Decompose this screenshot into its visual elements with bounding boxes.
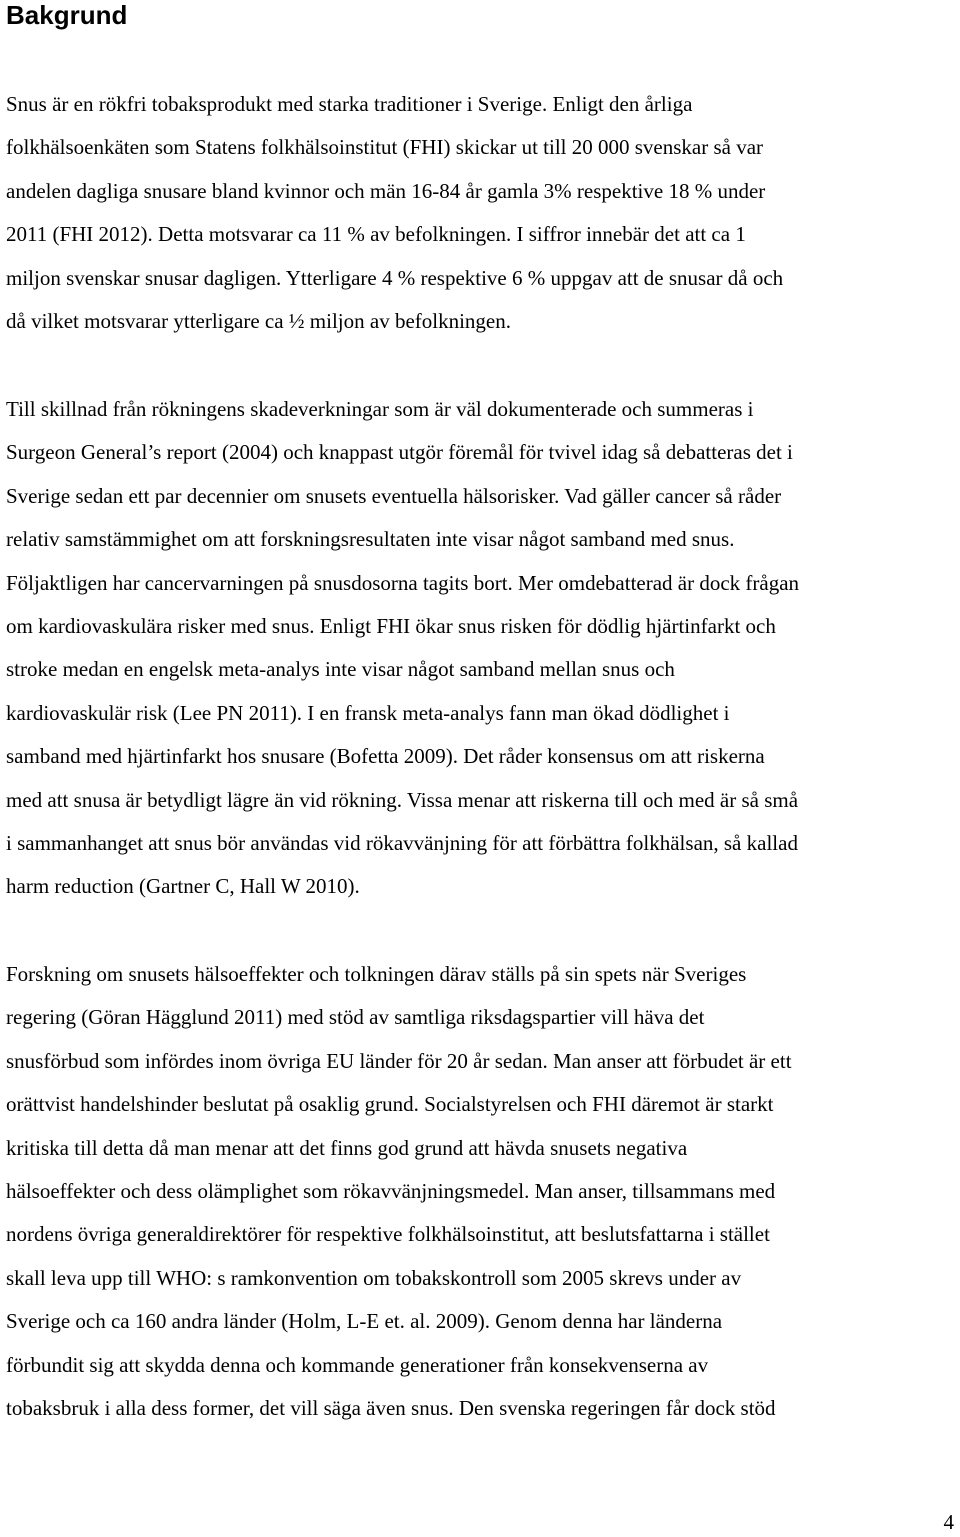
text-line: regering (Göran Hägglund 2011) med stöd av samtliga riksdagspartier vill häva det bbox=[6, 1005, 705, 1030]
text-line: 2011 (FHI 2012). Detta motsvarar ca 11 % av befolkningen. I siffror innebär det att ca 1 bbox=[6, 222, 746, 247]
text-line: folkhälsoenkäten som Statens folkhälsoinstitut (FHI) skickar ut till 20 000 svenskar så var bbox=[6, 135, 764, 160]
text-line: snusförbud som infördes inom övriga EU länder för 20 år sedan. Man anser att förbudet är ett bbox=[6, 1048, 792, 1073]
text-line: nordens övriga generaldirektörer för respektive folkhälsoinstitut, att beslutsfattarna i stället bbox=[6, 1222, 770, 1247]
text-line: relativ samstämmighet om att forskningsresultaten inte visar något samband med snus. bbox=[6, 527, 735, 552]
text-line: Surgeon General’s report (2004) och knappast utgör föremål för tvivel idag så debatteras det i bbox=[6, 440, 793, 465]
text-line: tobaksbruk i alla dess former, det vill säga även snus. Den svenska regeringen får dock stöd bbox=[6, 1396, 776, 1421]
text-line: stroke medan en engelsk meta-analys inte visar något samband mellan snus och bbox=[6, 657, 675, 682]
text-line: orättvist handelshinder beslutat på osaklig grund. Socialstyrelsen och FHI däremot är starkt bbox=[6, 1092, 774, 1117]
text-line: Forskning om snusets hälsoeffekter och tolkningen därav ställs på sin spets när Sveriges bbox=[6, 962, 747, 986]
paragraph-1 bbox=[6, 83, 958, 343]
text-line: då vilket motsvarar ytterligare ca ½ miljon av befolkningen. bbox=[6, 309, 512, 334]
section-heading: Bakgrund bbox=[6, 0, 128, 30]
text-line: Följaktligen har cancervarningen på snusdosorna tagits bort. Mer omdebatterad är dock frågan bbox=[6, 570, 800, 595]
text-line: förbundit sig att skydda denna och kommande generationer från konsekvenserna av bbox=[6, 1352, 709, 1377]
paragraph-3 bbox=[6, 953, 958, 1430]
text-line: Snus är en rökfri tobaksprodukt med starka traditioner i Sverige. Enligt den årliga bbox=[6, 92, 693, 116]
text-line: kritiska till detta då man menar att det finns god grund att hävda snusets negativa bbox=[6, 1135, 688, 1160]
text-line: harm reduction (Gartner C, Hall W 2010). bbox=[6, 874, 360, 899]
text-line: andelen dagliga snusare bland kvinnor och män 16-84 år gamla 3% respektive 18 % under bbox=[6, 178, 766, 203]
page-number: 4 bbox=[943, 1510, 954, 1534]
text-line: miljon svenskar snusar dagligen. Ytterligare 4 % respektive 6 % uppgav att de snusar då och bbox=[6, 265, 784, 290]
text-line: om kardiovaskulära risker med snus. Enligt FHI ökar snus risken för dödlig hjärtinfarkt och bbox=[6, 614, 776, 639]
text-line: hälsoeffekter och dess olämplighet som rökavvänjningsmedel. Man anser, tillsammans med bbox=[6, 1179, 776, 1204]
paragraph-2 bbox=[6, 388, 958, 909]
text-line: med att snusa är betydligt lägre än vid rökning. Vissa menar att riskerna till och med är så små bbox=[6, 787, 799, 812]
text-line: Sverige sedan ett par decennier om snusets eventuella hälsorisker. Vad gäller cancer så råder bbox=[6, 483, 782, 508]
text-line: samband med hjärtinfarkt hos snusare (Bofetta 2009). Det råder konsensus om att riskerna bbox=[6, 744, 765, 769]
text-line: skall leva upp till WHO: s ramkonvention om tobakskontroll som 2005 skrevs under av bbox=[6, 1265, 742, 1290]
text-line: Sverige och ca 160 andra länder (Holm, L-E et. al. 2009). Genom denna har länderna bbox=[6, 1309, 723, 1334]
text-line: i sammanhanget att snus bör användas vid rökavvänjning för att förbättra folkhälsan, så kallad bbox=[6, 831, 798, 856]
text-line: Till skillnad från rökningens skadeverkningar som är väl dokumenterade och summeras i bbox=[6, 397, 754, 421]
text-line: kardiovaskulär risk (Lee PN 2011). I en fransk meta-analys fann man ökad dödlighet i bbox=[6, 700, 730, 725]
